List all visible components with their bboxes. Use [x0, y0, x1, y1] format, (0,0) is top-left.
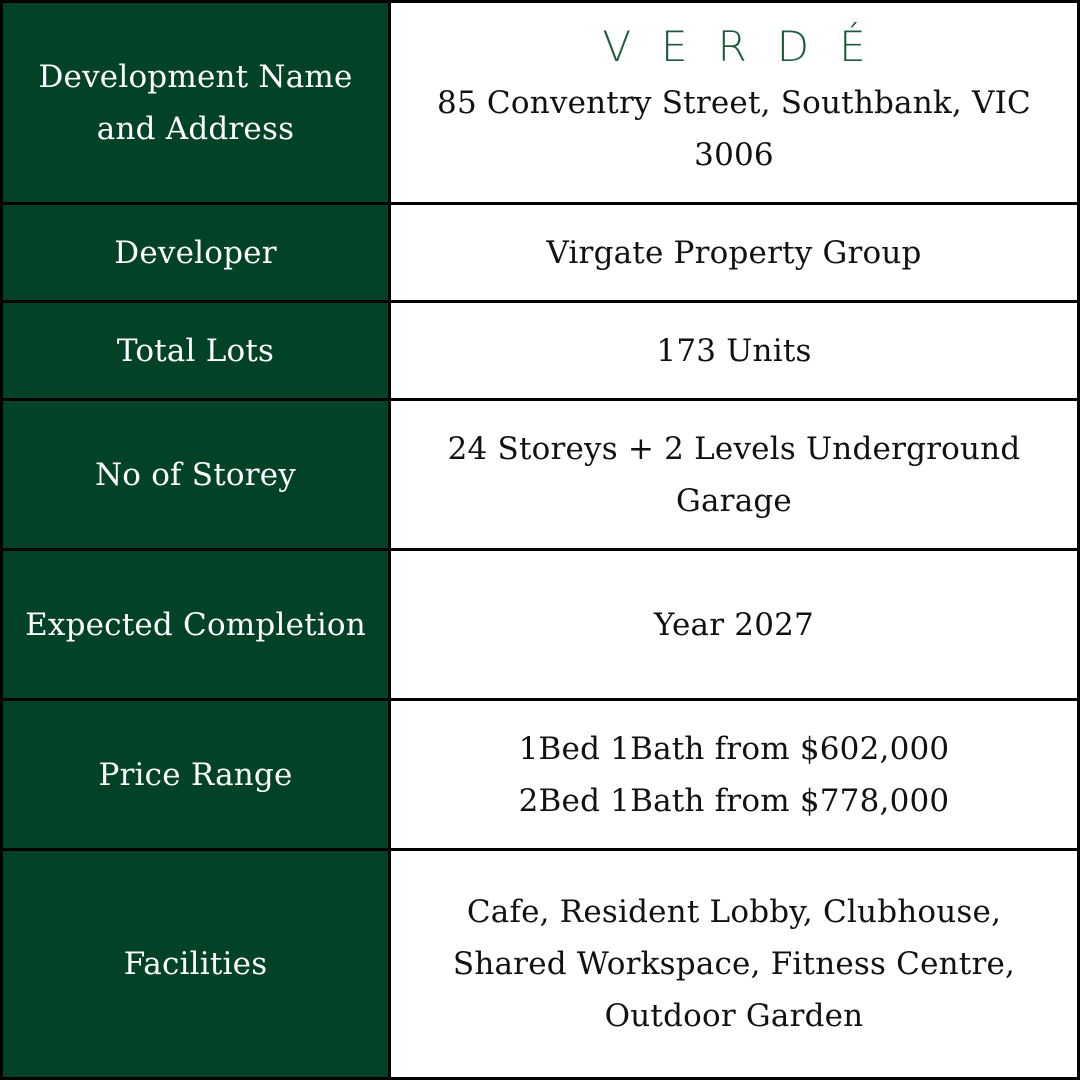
row-label: [3, 401, 388, 548]
completion-text: Year 2027: [654, 606, 814, 643]
table-row-storeys: [0, 401, 1080, 548]
row-label: [3, 205, 388, 300]
price-line-2bed: 2Bed 1Bath from $778,000: [518, 782, 950, 819]
row-label: [3, 701, 388, 848]
developer-text: Virgate Property Group: [546, 234, 922, 271]
table-row-facilities: [0, 851, 1080, 1077]
row-label-text: Price Range: [98, 756, 293, 793]
table-row-development: [0, 3, 1080, 202]
price-line-1bed: 1Bed 1Bath from $602,000: [518, 730, 950, 767]
row-label-text: Facilities: [123, 946, 268, 982]
row-label-text: Expected Completion: [25, 606, 366, 643]
table-row-developer: [0, 205, 1080, 300]
row-label: [3, 851, 388, 1077]
row-label: [3, 303, 388, 398]
row-label-text: Total Lots: [116, 332, 275, 369]
row-value: [391, 551, 1077, 698]
table-row-total-lots: [0, 303, 1080, 398]
row-value: [391, 303, 1077, 398]
row-value: [391, 205, 1077, 300]
row-value: [391, 401, 1077, 548]
address-text: 85 Conventry Street, Southbank, VIC 3006: [437, 84, 1031, 173]
row-label-text: Developer: [114, 234, 277, 271]
facilities-text: Cafe, Resident Lobby, Clubhouse, Shared Workspace, Fitness Centre, Outdoor Garden: [452, 894, 1016, 1034]
row-value: [391, 3, 1077, 202]
table-row-completion: [0, 551, 1080, 698]
table-row-price-range: [0, 701, 1080, 848]
row-label: [3, 551, 388, 698]
total-lots-text: 173 Units: [656, 332, 812, 369]
storeys-text: 24 Storeys + 2 Levels Underground Garage: [447, 430, 1021, 519]
row-value: [391, 701, 1077, 848]
row-label-text: Development Name and Address: [38, 58, 353, 147]
verde-logo: VERDÉ: [602, 21, 896, 71]
row-label: [3, 3, 388, 202]
row-label-text: No of Storey: [94, 456, 297, 493]
row-value: [391, 851, 1077, 1077]
